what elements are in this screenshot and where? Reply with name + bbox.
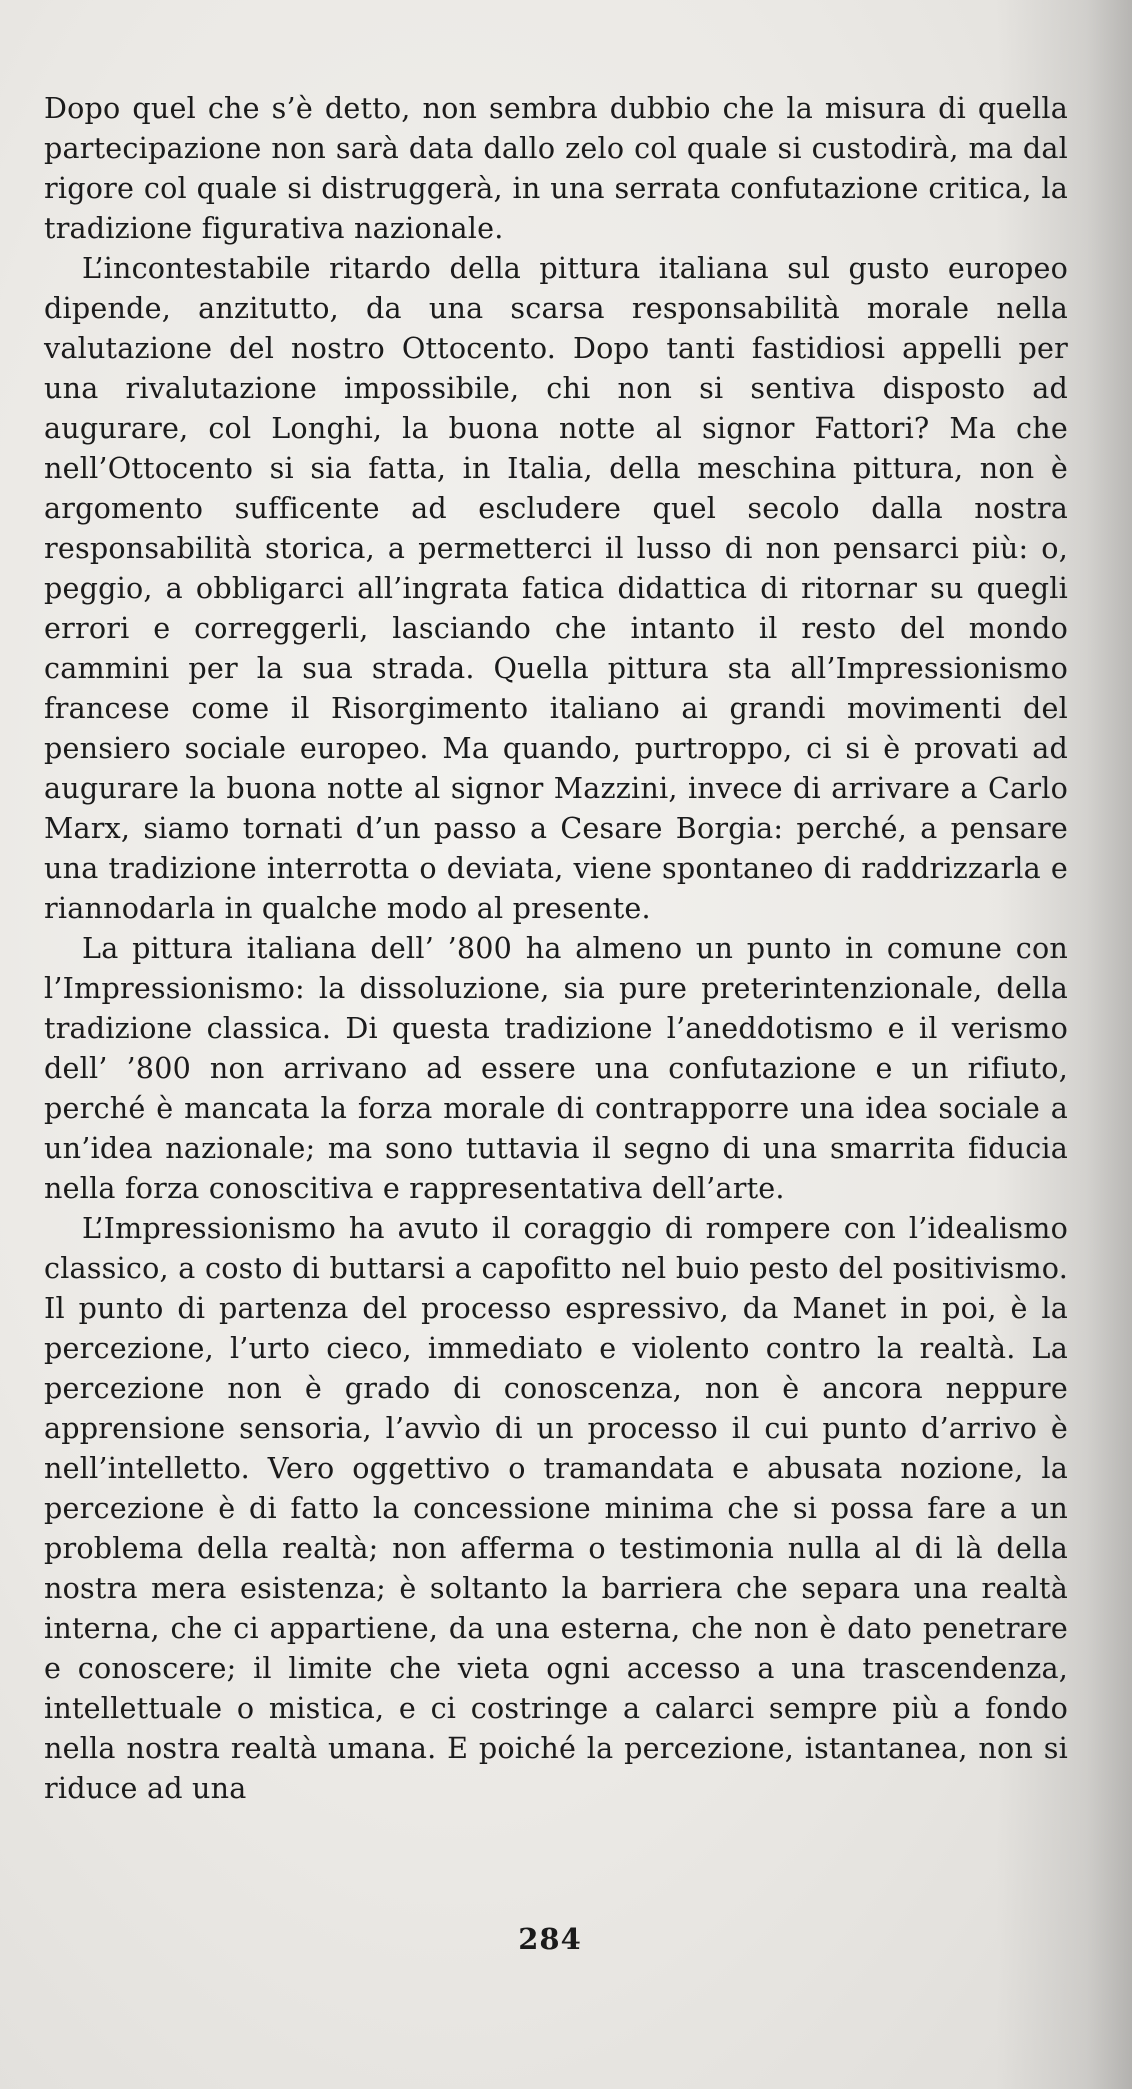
paragraph-4: L’Impressionismo ha avuto il coraggio di rompere con l’idealismo classico, a costo di buttarsi a capofitto nel buio pesto del positivismo. Il punto di partenza del processo espressivo, da Manet in poi, è la percezione, l’urto cieco, immediato e violento contro la realtà. La percezione non è grado di conoscenza, non è ancora neppure apprensione sensoria, l’avvìo di un processo il cui punto d’arrivo è nell’intelletto. Vero oggettivo o tramandata e abusata nozione, la percezione è di fatto la concessione minima che si possa fare a un problema della realtà; non afferma o testimonia nulla al di là della nostra mera esistenza; è soltanto la barriera che separa una realtà interna, che ci appartiene, da una esterna, che non è dato penetrare e conoscere; il limite che vieta ogni accesso a una trascendenza, intellettuale o mistica, e ci costringe a calarci sempre più a fondo nella nostra realtà umana. E poiché la percezione, istantanea, non si riduce ad una [44,1211,1068,1805]
body-text [44,88,1068,1808]
paragraph-2: L’incontestabile ritardo della pittura italiana sul gusto europeo dipende, anzitutto, da una scarsa responsabilità morale nella valutazione del nostro Ottocento. Dopo tanti fastidiosi appelli per una rivalutazione impossibile, chi non si sentiva disposto ad augurare, col Longhi, la buona notte al signor Fattori? Ma che nell’Ottocento si sia fatta, in Italia, della meschina pittura, non è argomento sufficente ad escludere quel secolo dalla nostra responsabilità storica, a permetterci il lusso di non pensarci più: o, peggio, a obbligarci all’ingrata fatica didattica di ritornar su quegli errori e correggerli, lasciando che intanto il resto del mondo cammini per la sua strada. Quella pittura sta all’Impressionismo francese come il Risorgimento italiano ai grandi movimenti del pensiero sociale europeo. Ma quando, purtroppo, ci si è provati ad augurare la buona notte al signor Mazzini, invece di arrivare a Carlo Marx, siamo tornati d’un passo a Cesare Borgia: perché, a pensare una tradizione interrotta o deviata, viene spontaneo di raddrizzarla e riannodarla in qualche modo al presente. [44,251,1068,925]
paragraph-1: Dopo quel che s’è detto, non sembra dubbio che la misura di quella partecipazione non sarà data dallo zelo col quale si custodirà, ma dal rigore col quale si distruggerà, in una serrata confutazione critica, la tradizione figurativa nazionale. [44,91,1068,245]
paragraph-3: La pittura italiana dell’ ’800 ha almeno un punto in comune con l’Impressionismo: la dissoluzione, sia pure preterintenzionale, della tradizione classica. Di questa tradizione l’aneddotismo e il verismo dell’ ’800 non arrivano ad essere una confutazione e un rifiuto, perché è mancata la forza morale di contrapporre una idea sociale a un’idea nazionale; ma sono tuttavia il segno di una smarrita fiducia nella forza conoscitiva e rappresentativa dell’arte. [44,931,1068,1205]
page-number: 284 [518,1922,582,1956]
